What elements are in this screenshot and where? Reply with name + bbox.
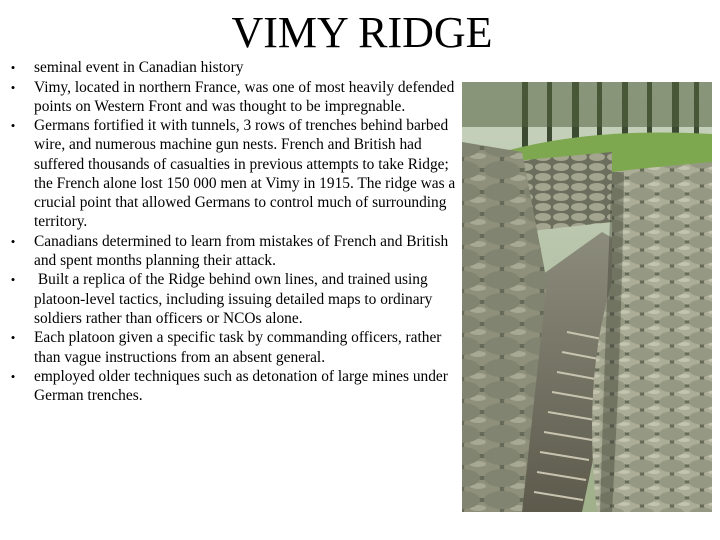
bullet-text: Canadians determined to learn from mistakes of French and British and spent months planning their attack.: [34, 232, 449, 269]
slide-title-text: VIMY RIDGE: [231, 8, 493, 57]
bullet-text: Each platoon given a specific task by commanding officers, rather than vague instructions from an absent general.: [34, 329, 442, 366]
slide-title: [0, 8, 720, 58]
bullet-item: [6, 367, 466, 405]
bullet-text: seminal event in Canadian history: [34, 59, 244, 76]
bullet-icon: •: [10, 118, 16, 134]
bullet-text: Vimy, located in northern France, was one of most heavily defended points on Western Front and was thought to be impregnable.: [34, 78, 455, 115]
bullet-icon: •: [10, 330, 16, 346]
trench-photo: [462, 82, 712, 512]
bullet-item: [6, 270, 466, 328]
bullet-icon: •: [10, 272, 16, 288]
bullet-text: Built a replica of the Ridge behind own lines, and trained using platoon-level tactics, including issuing detailed maps to ordinary soldiers rather than officers or NCOs alone.: [34, 271, 437, 327]
bullet-icon: •: [10, 369, 16, 385]
bullet-item: [6, 328, 466, 366]
sandbag-trench-image: [462, 82, 712, 512]
bullet-item: [6, 58, 466, 77]
bullet-item: [6, 78, 466, 116]
bullet-icon: •: [10, 233, 16, 249]
bullet-icon: •: [10, 60, 16, 75]
bullet-text: employed older techniques such as detonation of large mines under German trenches.: [34, 368, 448, 405]
bullet-item: [6, 116, 466, 231]
bullet-text: Germans fortified it with tunnels, 3 rows of trenches behind barbed wire, and numerous machine gun nests. French and British had suffered thousands of casualties in previous attempts to take Ridge; the French alone lost 150 000 men at Vimy in 1915. The ridge was a crucial point that allowed Germans to control much of surrounding territory.: [34, 117, 456, 231]
bullet-icon: •: [10, 79, 16, 95]
bullet-item: [6, 232, 466, 270]
bullet-list: [6, 58, 466, 406]
